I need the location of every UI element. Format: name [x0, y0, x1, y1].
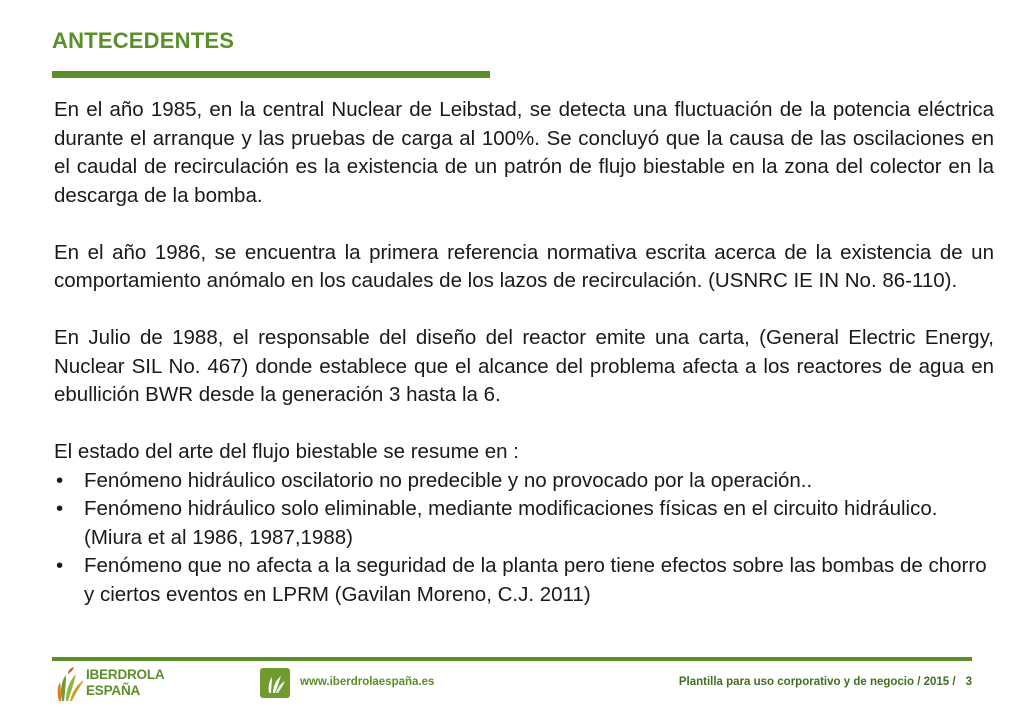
page-number: 3: [965, 676, 972, 688]
bullet-text: Fenómeno hidráulico oscilatorio no predecible y no provocado por la operación..: [84, 468, 813, 492]
leaf-logo-icon: [56, 665, 86, 703]
website-icon: [260, 668, 290, 698]
list-item: [54, 467, 994, 496]
logo-line-1: IBERDROLA: [86, 667, 165, 682]
footer-info: [675, 676, 972, 688]
summary-intro: El estado del arte del flujo biestable se resume en :: [54, 440, 519, 463]
list-item: [54, 552, 994, 609]
leaf-icon: [260, 668, 290, 698]
paragraph-1985: En el año 1985, en la central Nuclear de Leibstad, se detecta una fluctuación de la potencia eléctrica durante el arranque y las pruebas de carga al 100%. Se concluyó que la causa de las oscilaciones en el caudal de recirculación es la existencia de un patrón de flujo biestable en la zona del colector en la descarga de la bomba.: [54, 98, 994, 207]
template-note: Plantilla para uso corporativo y de negocio / 2015 /: [678, 676, 956, 688]
iberdrola-logo: [56, 665, 176, 703]
paragraph-1986: En el año 1986, se encuentra la primera referencia normativa escrita acerca de la existencia de un comportamiento anómalo en los caudales de los lazos de recirculación. (USNRC IE IN No. 86-110).: [54, 240, 994, 292]
paragraph-1988: En Julio de 1988, el responsable del diseño del reactor emite una carta, (General Electric Energy, Nuclear SIL No. 467) donde establece que el alcance del problema afecta a los reactores de agua en ebullición BWR desde la generación 3 hasta la 6.: [54, 326, 994, 406]
logo-wordmark: [86, 667, 164, 699]
bullet-dot-icon: •: [56, 554, 64, 577]
title-underline: [52, 71, 490, 78]
slide-body: [54, 96, 994, 609]
footer-divider: [52, 657, 972, 661]
bullet-text: Fenómeno hidráulico solo eliminable, mediante modificaciones físicas en el circuito hidráulico. (Miura et al 1986, 1987,1988): [84, 497, 938, 549]
summary-bullet-list: [54, 467, 994, 610]
website-link[interactable]: www.iberdrolaespaña.es: [300, 676, 435, 688]
bullet-text: Fenómeno que no afecta a la seguridad de la planta pero tiene efectos sobre las bombas de chorro y ciertos eventos en LPRM (Gavilan Moreno, C.J. 2011): [84, 554, 987, 606]
bullet-dot-icon: •: [56, 468, 64, 492]
slide-title: ANTECEDENTES: [52, 28, 235, 53]
list-item: [54, 495, 994, 552]
logo-line-2: ESPAÑA: [86, 683, 141, 698]
bullet-dot-icon: •: [56, 497, 64, 520]
